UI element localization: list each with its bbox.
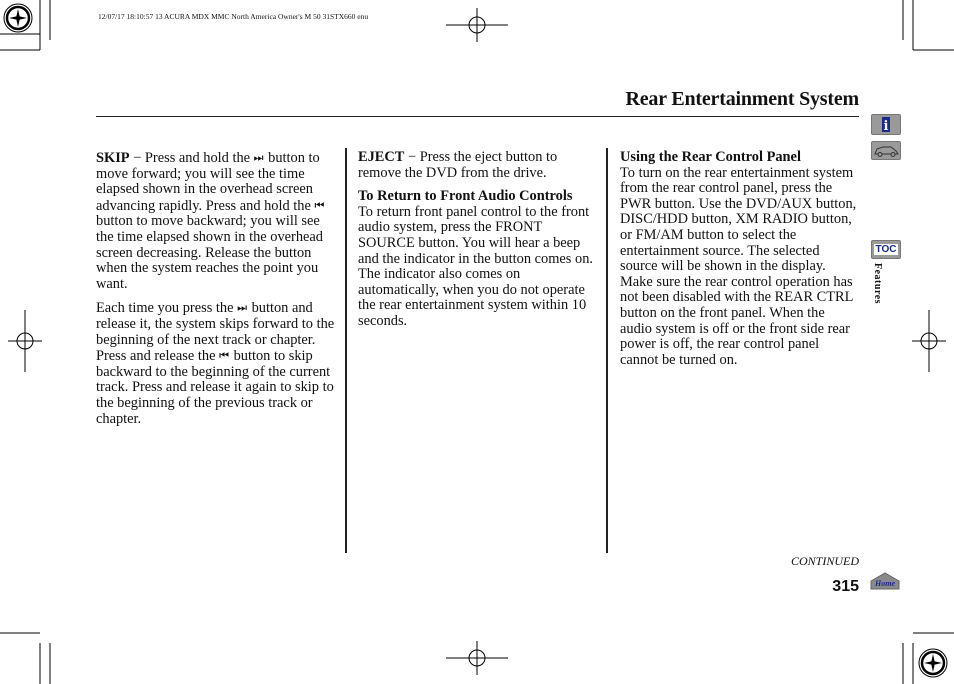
skip-term: SKIP <box>96 150 130 166</box>
info-tab[interactable] <box>871 114 901 135</box>
return-paragraph <box>358 189 598 329</box>
title-divider <box>96 116 859 117</box>
skip-back-icon: ⏮ <box>219 349 226 363</box>
dash: − <box>404 149 420 165</box>
return-heading: To Return to Front Audio Controls <box>358 188 573 205</box>
home-label: Home <box>875 579 895 588</box>
column-skip <box>96 150 338 435</box>
each-text-c: button to skip backward to the beginning of the current track. Press and release it again to skip to the beginning of the previous track or chapter. <box>96 348 334 427</box>
column-eject <box>358 150 598 338</box>
svg-text:i: i <box>883 119 889 134</box>
skip-text-a: Press and hold the <box>144 150 254 166</box>
each-text-a: Each time you press the <box>96 300 238 317</box>
skip-paragraph <box>96 150 338 292</box>
page-title: Rear Entertainment System <box>625 88 859 110</box>
continued-label: CONTINUED <box>790 554 859 568</box>
each-text-b: button and release it, the system skips forward to the beginning of the next track or chapter. Press and release the <box>96 300 335 365</box>
info-icon <box>872 115 900 134</box>
skip-back-icon: ⏮ <box>314 198 322 212</box>
vehicle-tab[interactable] <box>871 141 901 160</box>
eject-paragraph <box>358 150 598 181</box>
home-icon <box>869 572 901 590</box>
skip-forward-icon: ⏭ <box>237 301 244 315</box>
page-number: 315 <box>832 578 859 595</box>
eject-term: EJECT <box>358 149 405 165</box>
skip-forward-icon: ⏭ <box>253 151 261 164</box>
section-label: Features <box>872 263 883 305</box>
each-time-paragraph <box>96 300 338 427</box>
dash: − <box>129 150 145 166</box>
toc-label: TOC <box>875 244 897 255</box>
rear-control-paragraph <box>620 150 860 368</box>
skip-text-b: button to move forward; you will see the time elapsed shown in the overhead screen advancing rapidly. Press and hold the <box>96 150 320 214</box>
print-metadata: 12/07/17 18:10:57 13 ACURA MDX MMC North America Owner's M 50 31STX660 enu <box>98 12 369 21</box>
rear-control-text: To turn on the rear entertainment system from the rear control panel, press the PWR button. Use the DVD/AUX button, DISC/HDD button, XM RADIO button, or FM/AM button to select the entertainment source. The selected source will be shown in the display. Make sure the rear control operation has not been disabled with the REAR CTRL button on the front panel. When the audio system is off or the front side rear power is off, the rear control panel cannot be turned on. <box>620 164 857 368</box>
column-rear-control <box>620 150 860 376</box>
column-divider <box>345 148 347 553</box>
return-text: To return front panel control to the front audio system, press the FRONT SOURCE button. You will hear a beep and the indicator in the button comes on. The indicator also comes on automatically, when you do not operate the rear entertainment system within 10 seconds. <box>358 203 593 329</box>
rear-control-heading: Using the Rear Control Panel <box>620 149 801 165</box>
skip-text-c: button to move backward; you will see the time elapsed shown in the overhead screen decreasing. Release the button when the system reaches the point you want. <box>96 213 323 292</box>
toc-tab[interactable] <box>871 240 901 259</box>
eject-text: Press the eject button to remove the DVD from the drive. <box>358 149 558 181</box>
column-divider <box>606 148 608 553</box>
car-icon <box>872 142 900 159</box>
home-button[interactable] <box>869 572 901 590</box>
